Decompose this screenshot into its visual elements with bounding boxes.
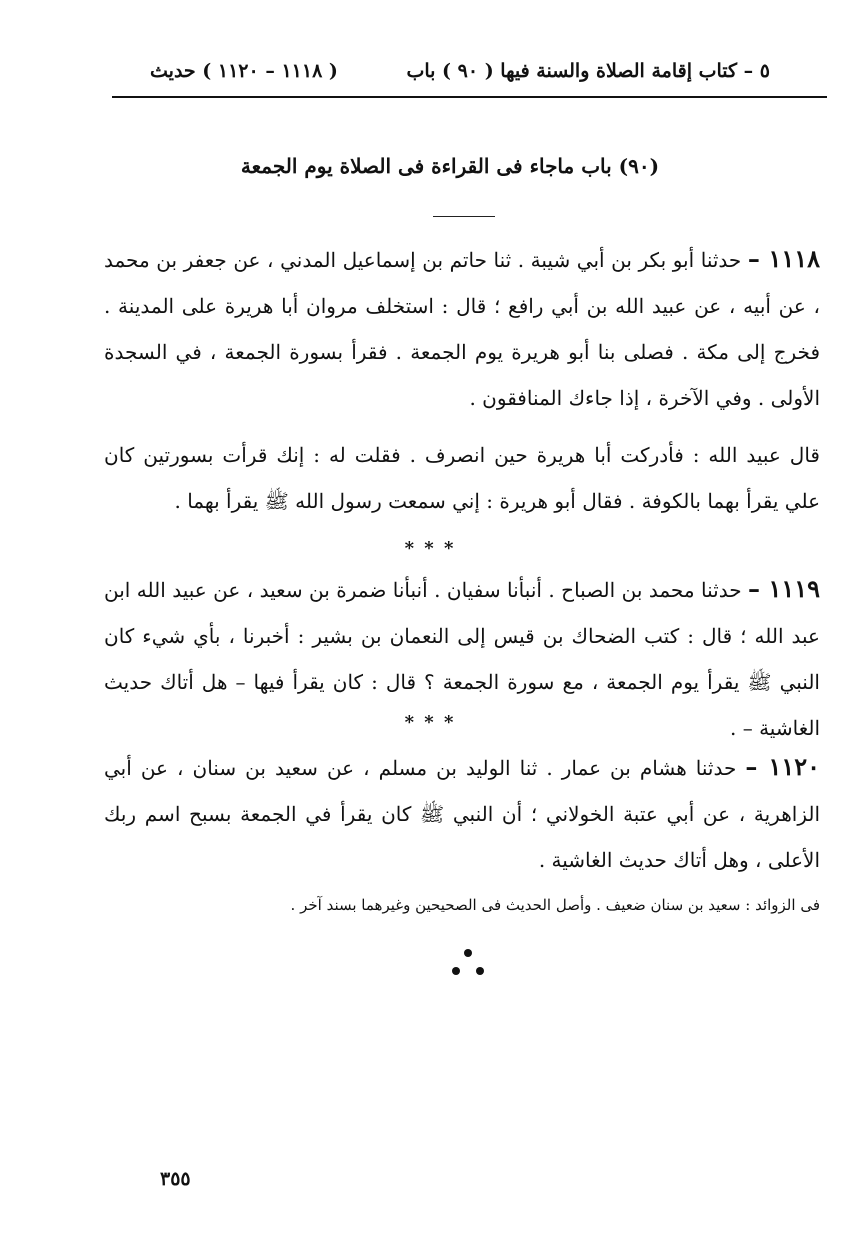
hadith-1118-continuation [104,432,820,524]
zawaid-note: فى الزوائد : سعيد بن سنان ضعيف . وأصل الحديث فى الصحيحين وغيرهما بسند آخر . [290,896,820,914]
section-separator: * * * [404,712,456,733]
hadith-text: قال عبيد الله : فأدركت أبا هريرة حين انصرف . فقلت له : إنك قرأت بسورتين كان علي يقرأ بهما بالكوفة . فقال أبو هريرة : إني سمعت رسول الله ﷺ يقرأ بهما . [104,443,820,513]
hadith-number: ١١٢٠ – [745,752,821,781]
running-header [150,52,770,88]
header-rule [112,96,827,98]
hadith-text: حدثنا أبو بكر بن أبي شيبة . ثنا حاتم بن إسماعيل المدني ، عن جعفر بن محمد ، عن أبيه ، عن عبيد الله بن أبي رافع ؛ قال : استخلف مروان أبا هريرة على المدينة . فخرج إلى مكة . فصلى بنا أبو هريرة يوم الجمعة . فقرأ بسورة الجمعة ، في السجدة الأولى . وفي الآخرة ، إذا جاءك المنافقون . [104,248,820,410]
header-chapter: ٥ – كتاب إقامة الصلاة والسنة فيها ( ٩٠ ) باب [406,60,770,82]
hadith-text: حدثنا هشام بن عمار . ثنا الوليد بن مسلم ، عن سعيد بن سنان ، عن أبي الزاهرية ، عن أبي عتبة الخولاني ؛ أن النبي ﷺ كان يقرأ في الجمعة بسبح اسم ربك الأعلى ، وهل أتاك حديث الغاشية . [104,756,820,872]
chapter-title: (٩٠) باب ماجاء فى القراءة فى الصلاة يوم الجمعة [240,154,660,178]
fleuron-ornament [446,945,490,981]
title-divider [433,216,495,217]
page-number: ٣٥٥ [160,1168,191,1190]
header-hadith-range: ( ١١١٨ – ١١٢٠ ) حديث [150,60,338,82]
hadith-text: حدثنا محمد بن الصباح . أنبأنا سفيان . أنبأنا ضمرة بن سعيد ، عن عبيد الله ابن عبد الله ؛ قال : كتب الضحاك بن قيس إلى النعمان بن بشير : أخبرنا ، بأي شيء كان النبي ﷺ يقرأ يوم الجمعة ، مع سورة الجمعة ؟ قال : كان يقرأ فيها – هل أتاك حديث الغاشية – . [104,578,820,740]
hadith-1118 [104,236,820,421]
hadith-1120 [104,744,820,883]
section-separator: * * * [404,538,456,559]
hadith-number: ١١١٨ – [747,244,821,273]
hadith-number: ١١١٩ – [748,574,821,603]
